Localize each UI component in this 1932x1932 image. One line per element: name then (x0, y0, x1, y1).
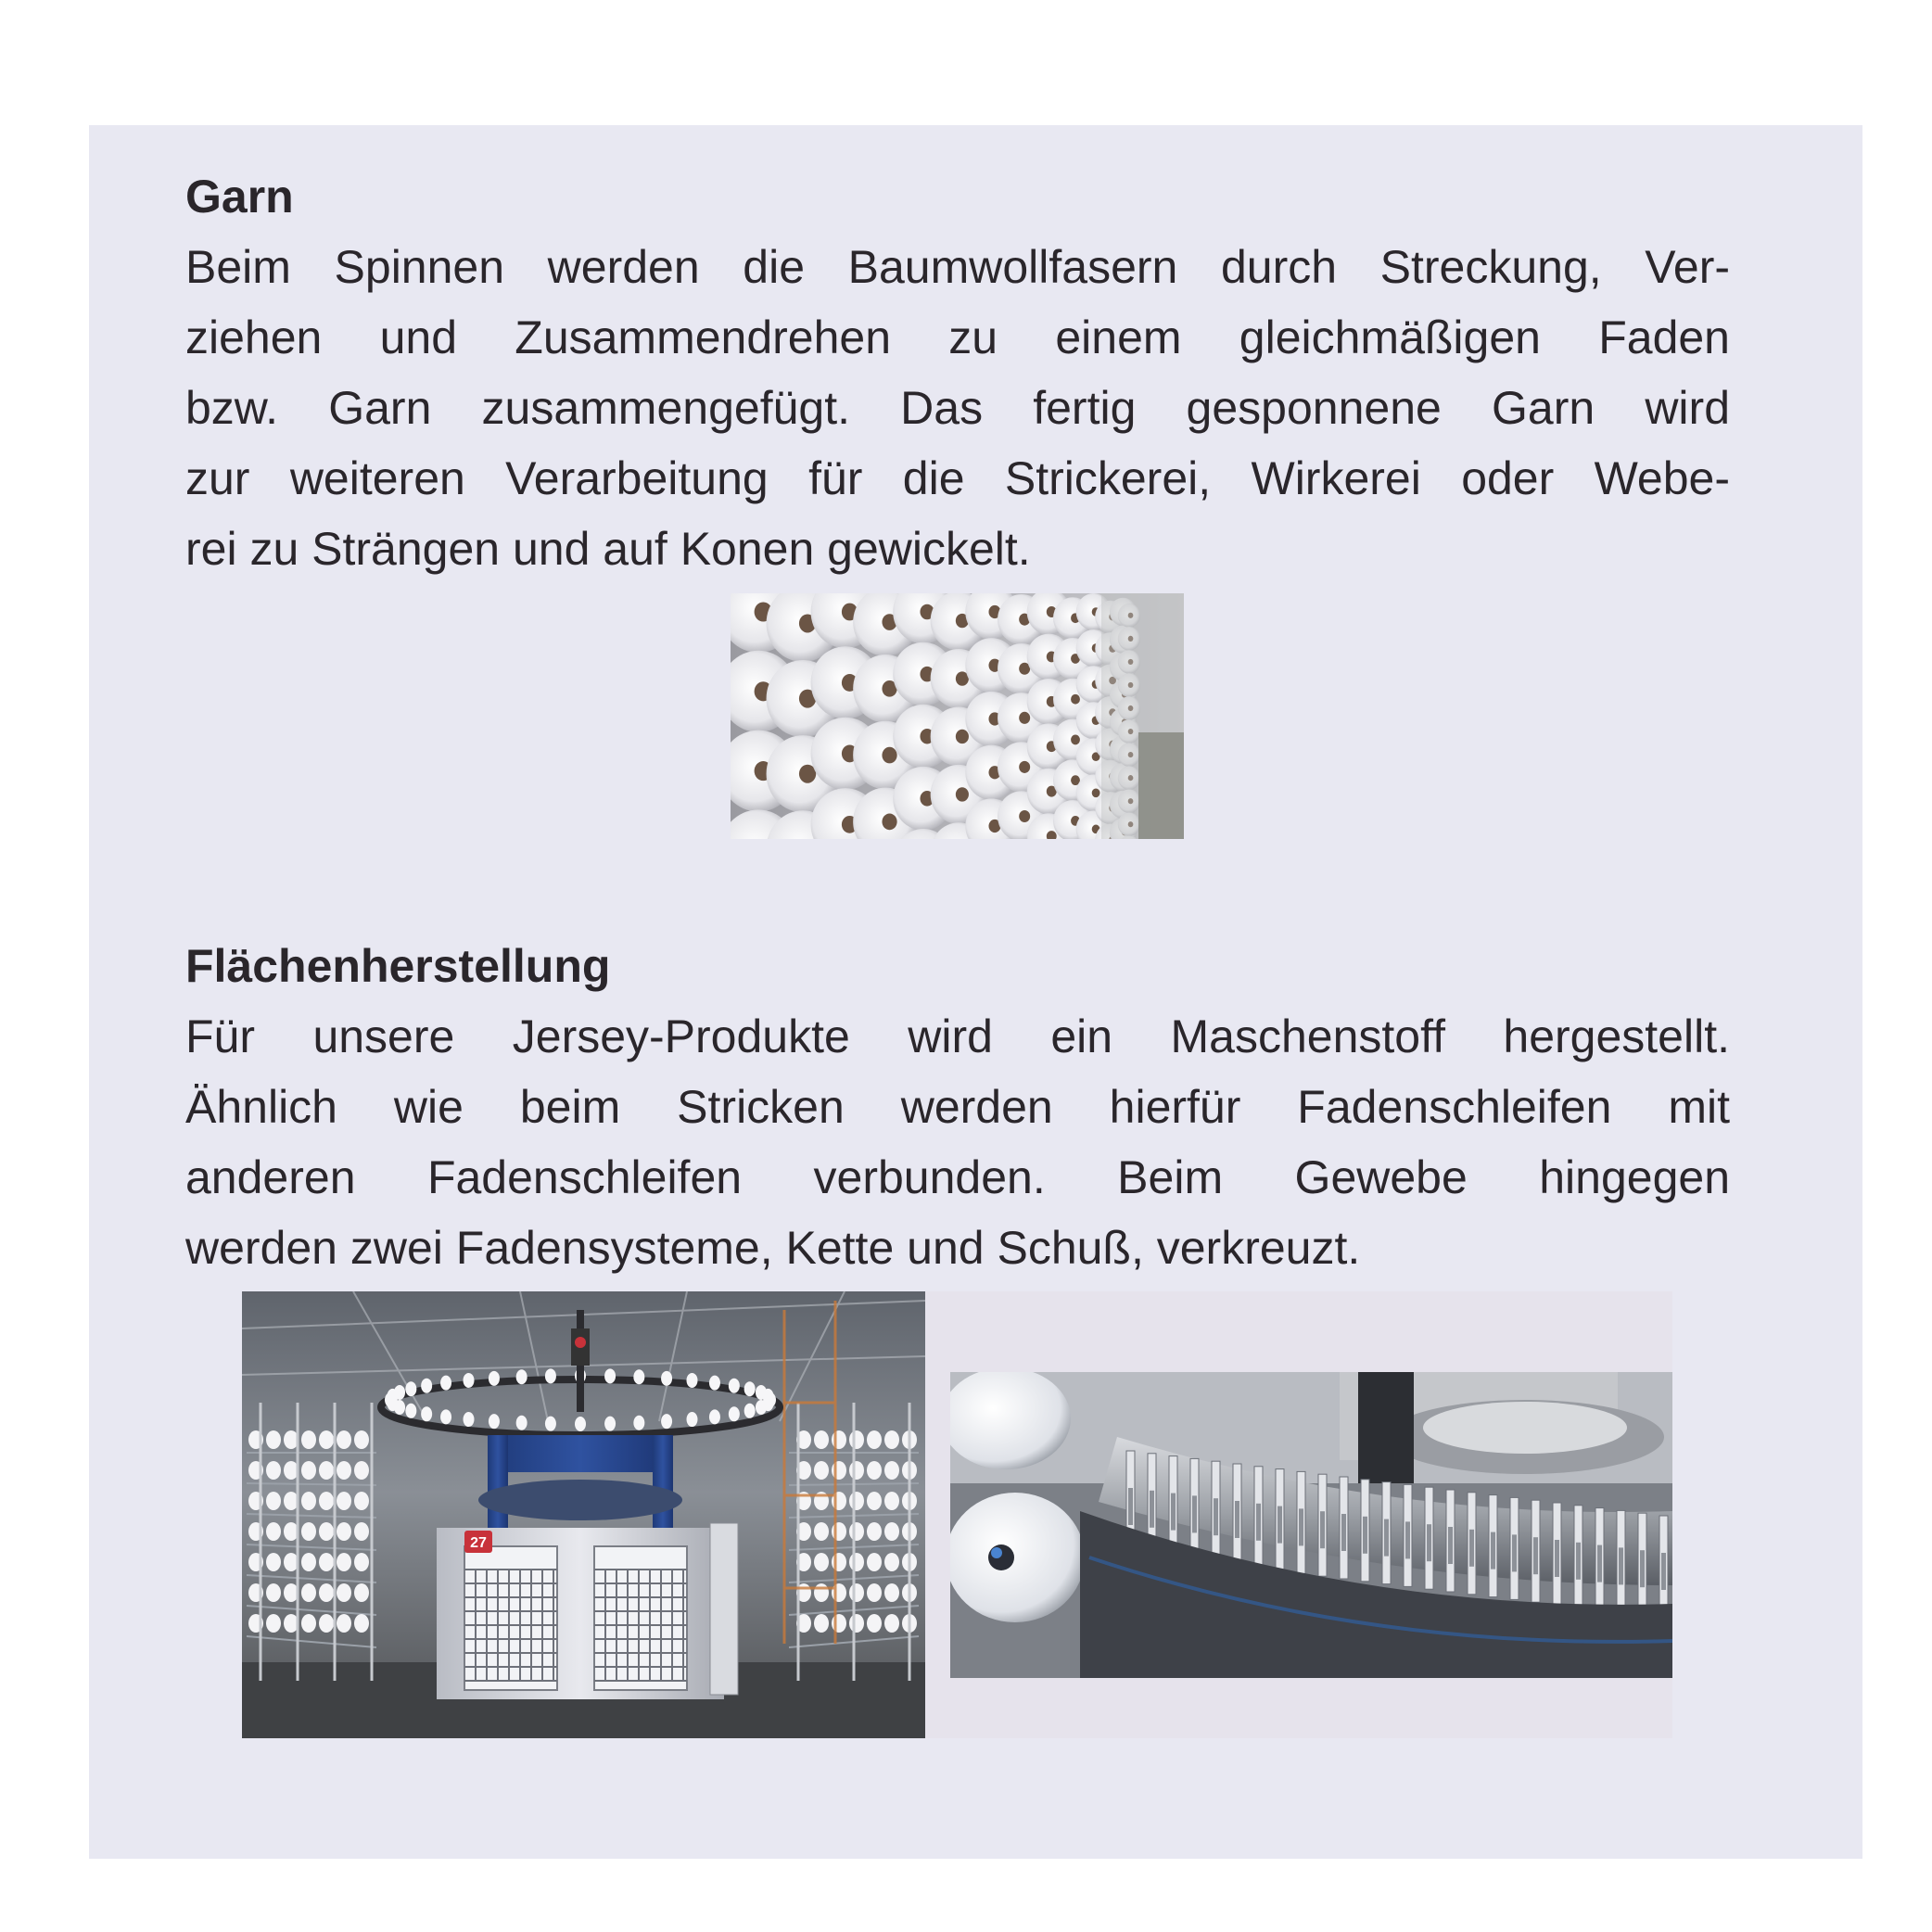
paragraph-garn (185, 232, 1730, 584)
machine-number-badge: 27 (470, 1535, 487, 1551)
text-line: Für unsere Jersey-Produkte wird ein Maschenstoff hergestellt. (185, 1010, 1730, 1062)
text-line: anderen Fadenschleifen verbunden. Beim Gewebe hingegen (185, 1151, 1730, 1203)
circular-knitting-machine-photo (242, 1291, 925, 1738)
knitting-needles-closeup-photo (950, 1372, 1672, 1678)
text-line: bzw. Garn zusammengefügt. Das fertig gesponnene Garn wird (185, 382, 1730, 434)
text-line: zur weiteren Verarbeitung für die Strickerei, Wirkerei oder Webe- (185, 452, 1730, 504)
yarn-cones-photo (731, 593, 1184, 839)
section-heading-garn: Garn (185, 171, 294, 222)
text-line: Beim Spinnen werden die Baumwollfasern durch Streckung, Ver- (185, 241, 1730, 293)
text-line: rei zu Strängen und auf Konen gewickelt. (185, 523, 1031, 575)
section-heading-flaechenherstellung: Flächenherstellung (185, 940, 611, 992)
text-line: Ähnlich wie beim Stricken werden hierfür Fadenschleifen mit (185, 1081, 1730, 1133)
text-line: werden zwei Fadensysteme, Kette und Schuß, verkreuzt. (185, 1222, 1361, 1274)
knitting-machine-closeup-frame (925, 1291, 1672, 1738)
paragraph-flaechenherstellung (185, 1001, 1730, 1283)
text-line: ziehen und Zusammendrehen zu einem gleichmäßigen Faden (185, 311, 1730, 363)
